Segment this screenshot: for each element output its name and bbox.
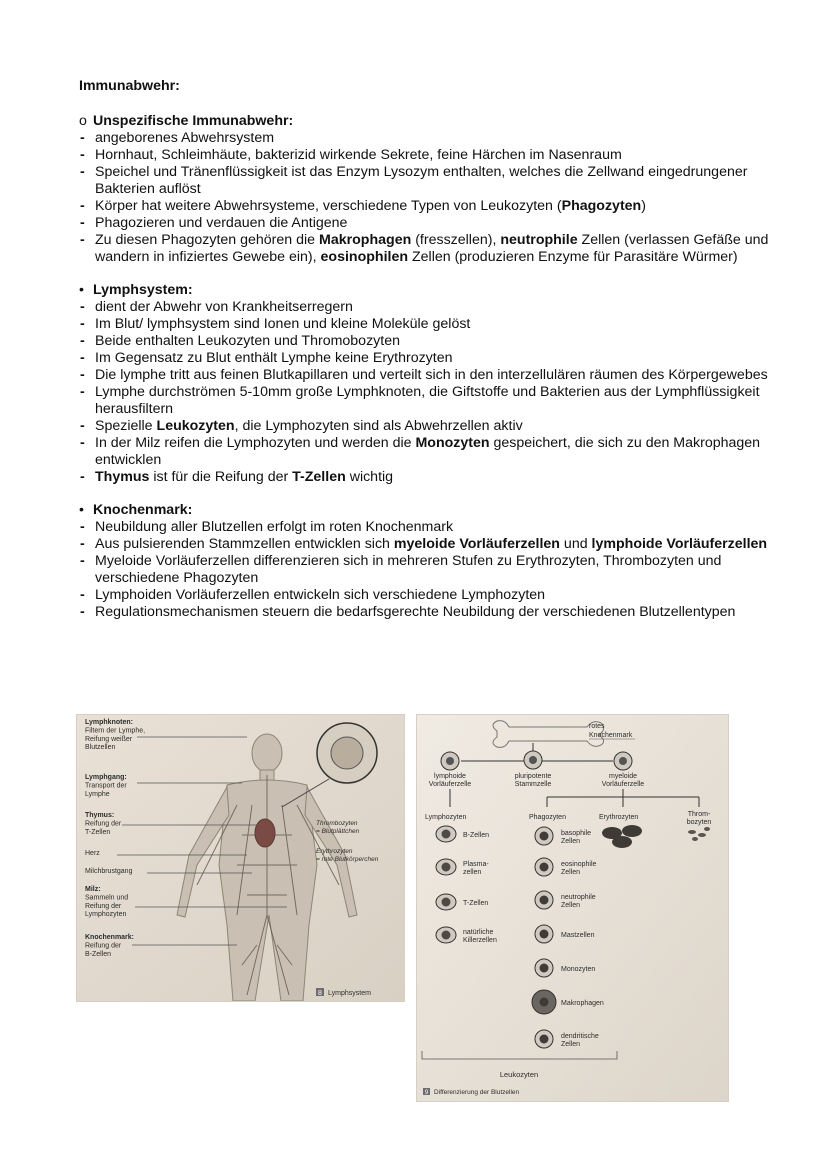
caption-text: Lymphsystem: [328, 990, 371, 997]
dash-bullet: -: [80, 519, 85, 535]
item-text: Neubildung aller Blutzellen erfolgt im roten Knochenmark: [95, 519, 454, 535]
bold-term: myeloide Vorläuferzellen: [393, 536, 560, 552]
section-marker: o: [79, 113, 87, 129]
figure-label: Sammeln und: [85, 894, 129, 902]
list-item: [79, 316, 779, 333]
figure-label: Plasma-: [463, 861, 489, 868]
figure-label: Thymus:: [85, 812, 115, 819]
figure-label: Monozyten: [561, 966, 596, 973]
section-heading-text: Lymphsystem:: [93, 282, 193, 298]
section-heading-text: Knochenmark:: [93, 502, 193, 518]
myeloid-label-2: Vorläuferzelle: [601, 781, 645, 788]
item-text: Spezielle: [95, 418, 157, 434]
figure-label: Lymphknoten:: [85, 719, 133, 726]
col-lymphozyten: Lymphozyten: [425, 814, 467, 821]
item-text: Lymphe durchströmen 5-10mm große Lymphknoten, die Giftstoffe und Bakterien aus der Lymphflüssigkeit herausfiltern: [95, 384, 760, 417]
item-text: Myeloide Vorläuferzellen differenzieren sich in mehreren Stufen zu Erythrozyten, Thrombozyten und verschiedene Phagozyten: [95, 553, 722, 586]
figure-label: dendritische: [561, 1033, 599, 1040]
figure-label: = rote Blutkörperchen: [316, 856, 379, 863]
item-text: ist für die Reifung der: [149, 469, 293, 485]
dash-bullet: -: [80, 198, 85, 214]
list-item: [79, 198, 779, 215]
figure-label: Zellen: [561, 838, 581, 845]
figure-label: Knochenmark:: [85, 934, 135, 941]
item-text: Im Gegensatz zu Blut enthält Lymphe keine Erythrozyten: [95, 350, 453, 366]
lymphsystem-diagram: [77, 715, 404, 1001]
dash-bullet: -: [80, 469, 85, 485]
item-text: dient der Abwehr von Krankheitserregern: [95, 299, 353, 315]
blood-differentiation-photo: [416, 714, 729, 1102]
figure-label: Zellen: [561, 902, 581, 909]
dash-bullet: -: [80, 299, 85, 315]
bold-term: neutrophile: [500, 232, 578, 248]
bold-term: T-Zellen: [292, 469, 346, 485]
dash-bullet: -: [80, 333, 85, 349]
item-text: (fresszellen),: [411, 232, 501, 248]
dash-bullet: -: [80, 164, 85, 180]
figure-label: Makrophagen: [561, 1000, 604, 1007]
figure-label: Zellen: [561, 1041, 581, 1048]
figure-label: eosinophile: [561, 861, 597, 868]
figure-label: Reifung der: [85, 820, 122, 828]
list-item: [79, 130, 779, 147]
blood-differentiation-diagram: [417, 715, 728, 1101]
figure-label: Lymphozyten: [85, 911, 127, 919]
figure-label: Blutzellen: [85, 744, 116, 752]
section-heading: [79, 282, 779, 299]
col-thrombozyten-2: bozyten: [686, 819, 712, 826]
figure-label: Milchbrustgang: [85, 868, 133, 875]
figure-label: Erythrozyten: [316, 848, 353, 855]
list-item: [79, 553, 779, 587]
item-text: gespeichert, die sich zu den Makrophagen entwicklen: [95, 435, 761, 468]
list-item: [79, 604, 779, 621]
item-text: wichtig: [345, 469, 394, 485]
caption-text-2: Differenzierung der Blutzellen: [434, 1089, 520, 1096]
list-item: [79, 435, 779, 469]
list-item: [79, 384, 779, 418]
item-text: Hornhaut, Schleimhäute, bakterizid wirkende Sekrete, feine Härchen im Nasenraum: [95, 147, 622, 163]
list-item: [79, 519, 779, 536]
leukozyten-label: Leukozyten: [499, 1070, 539, 1079]
item-text: Regulationsmechanismen steuern die bedarfsgerechte Neubildung der verschiedenen Blutzellentypen: [95, 604, 736, 620]
figure-label: Killerzellen: [463, 937, 497, 944]
figure-label: Zellen: [561, 869, 581, 876]
list-item: [79, 164, 779, 198]
cell-nucleus: [540, 1035, 549, 1044]
figure-label: zellen: [463, 869, 482, 876]
list-item: [79, 333, 779, 350]
list-item: [79, 215, 779, 232]
figure-label: T-Zellen: [85, 828, 111, 836]
item-text: Beide enthalten Leukozyten und Thromobozyten: [95, 333, 400, 349]
figure-label: Lymphe: [85, 790, 110, 798]
bold-term: Thymus: [95, 469, 150, 485]
dash-bullet: -: [80, 215, 85, 231]
figure-label: Reifung weißer: [85, 735, 133, 743]
item-text: Zu diesen Phagozyten gehören die: [95, 232, 320, 248]
figure-label: Milz:: [85, 886, 101, 893]
bold-term: Monozyten: [415, 435, 490, 451]
marrow-label-2: Knochenmark: [589, 732, 633, 739]
cell-nucleus: [540, 896, 549, 905]
item-text: und: [559, 536, 592, 552]
list-item: [79, 536, 779, 553]
bold-term: Makrophagen: [319, 232, 412, 248]
section-heading: [79, 502, 779, 519]
dash-bullet: -: [80, 316, 85, 332]
list-item: [79, 418, 779, 435]
bold-term: Leukozyten: [156, 418, 235, 434]
list-item: [79, 587, 779, 604]
cell-nucleus: [540, 998, 549, 1007]
bold-term: lymphoide Vorläuferzellen: [591, 536, 768, 552]
section-heading: [79, 113, 779, 130]
list-item: [79, 232, 779, 266]
caption-number: 8: [318, 990, 322, 997]
section-marker: •: [79, 282, 84, 298]
figure-label: Lymphgang:: [85, 774, 127, 781]
figure-label: natürliche: [463, 929, 494, 936]
list-item: [79, 367, 779, 384]
dash-bullet: -: [80, 367, 85, 383]
item-text: In der Milz reifen die Lymphozyten und werden die: [95, 435, 416, 451]
item-text: Im Blut/ lymphsystem sind Ionen und kleine Moleküle gelöst: [95, 316, 471, 332]
dash-bullet: -: [80, 350, 85, 366]
col-erythrozyten: Erythrozyten: [599, 814, 639, 821]
dash-bullet: -: [80, 384, 85, 400]
figure-label: neutrophile: [561, 894, 596, 901]
item-text: Die lymphe tritt aus feinen Blutkapillaren und verteilt sich in den interzellulären räumen des Körpergewebes: [95, 367, 768, 383]
myeloid-label-1: myeloide: [608, 773, 638, 780]
dash-bullet: -: [80, 553, 85, 569]
list-item: [79, 299, 779, 316]
item-text: Lymphoiden Vorläuferzellen entwickeln sich verschiedene Lymphozyten: [95, 587, 546, 603]
figure-label: B-Zellen: [85, 950, 112, 958]
notes-page: [79, 78, 779, 637]
heart-shape: [255, 819, 275, 847]
col-phagozyten: Phagozyten: [529, 814, 566, 821]
cell-nucleus: [442, 931, 451, 940]
section: [79, 282, 779, 486]
item-text: angeborenes Abwehrsystem: [95, 130, 275, 146]
list-item: [79, 147, 779, 164]
item-text: Phagozieren und verdauen die Antigene: [95, 215, 348, 231]
figure-label: Thrombozyten: [316, 820, 358, 827]
dash-bullet: -: [80, 418, 85, 434]
marrow-label-1: rotes: [589, 723, 605, 730]
item-text: Aus pulsierenden Stammzellen entwicklen sich: [95, 536, 394, 552]
sections-container: [79, 113, 779, 621]
section-marker: •: [79, 502, 84, 518]
stem-label-2: Stammzelle: [514, 781, 552, 788]
section-heading-text: Unspezifische Immunabwehr:: [93, 113, 294, 129]
cell-nucleus: [540, 863, 549, 872]
item-text: Körper hat weitere Abwehrsysteme, verschiedene Typen von Leukozyten (: [95, 198, 562, 214]
dash-bullet: -: [80, 130, 85, 146]
caption-number-2: 9: [424, 1090, 429, 1096]
bold-term: eosinophilen: [320, 249, 409, 265]
figure-label: Transport der: [85, 782, 127, 790]
col-thrombozyten-1: Throm-: [687, 811, 711, 818]
figure-label: Herz: [85, 850, 100, 857]
lymphoid-label-2: Vorläuferzelle: [428, 781, 472, 788]
lymphoid-label-1: lymphoide: [434, 773, 466, 780]
item-text: , die Lymphozyten sind als Abwehrzellen aktiv: [234, 418, 523, 434]
list-item: [79, 469, 779, 486]
item-text: Zellen (verlassen Gefäße und wandern in infiziertes Gewebe ein),: [95, 232, 769, 265]
item-text: Zellen (produzieren Enzyme für Parasitäre Würmer): [408, 249, 738, 265]
page-title: Immunabwehr:: [79, 78, 180, 94]
item-text: Speichel und Tränenflüssigkeit ist das Enzym Lysozym enthalten, welches die Zellwand eingedrungener Bakterien auflöst: [95, 164, 748, 197]
cell-nucleus: [540, 832, 549, 841]
cell-nucleus: [442, 898, 451, 907]
list-item: [79, 350, 779, 367]
dash-bullet: -: [80, 536, 85, 552]
figure-label: = Blutplättchen: [316, 828, 360, 835]
figure-label: Mastzellen: [561, 932, 595, 939]
cell-nucleus: [540, 930, 549, 939]
lymphsystem-photo: [76, 714, 405, 1002]
dash-bullet: -: [80, 587, 85, 603]
cell-nucleus: [442, 830, 451, 839]
figure-label: T-Zellen: [463, 900, 489, 907]
section: [79, 502, 779, 621]
bold-term: Phagozyten: [561, 198, 642, 214]
dash-bullet: -: [80, 147, 85, 163]
figure-label: Reifung der: [85, 902, 122, 910]
dash-bullet: -: [80, 604, 85, 620]
figure-label: Filtern der Lymphe,: [85, 727, 146, 735]
cell-nucleus: [442, 863, 451, 872]
section: [79, 113, 779, 266]
figure-label: basophile: [561, 830, 591, 837]
figure-label: B-Zellen: [463, 832, 490, 839]
dash-bullet: -: [80, 232, 85, 248]
stem-label-1: pluripotente: [514, 773, 552, 780]
dash-bullet: -: [80, 435, 85, 451]
cell-nucleus: [540, 964, 549, 973]
item-text: ): [641, 198, 646, 214]
figure-label: Reifung der: [85, 942, 122, 950]
